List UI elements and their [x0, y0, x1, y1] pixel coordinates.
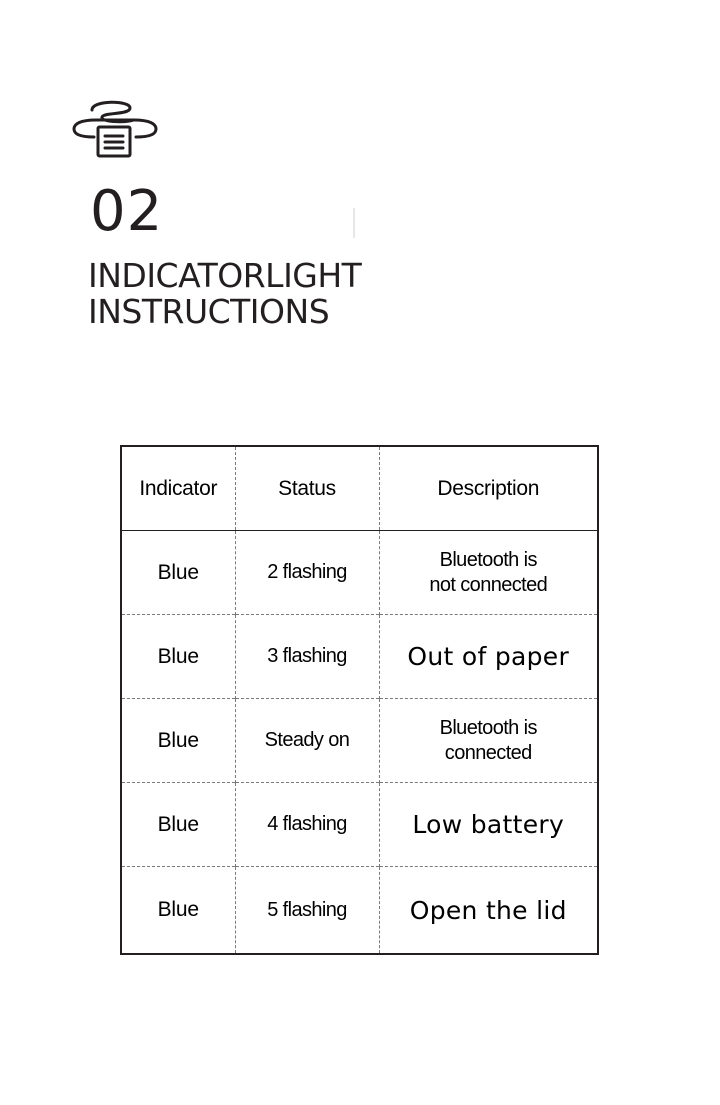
- description-cell: Low battery: [379, 783, 598, 867]
- description-cell: [379, 699, 598, 783]
- printer-icon: [70, 92, 160, 160]
- column-header-description: Description: [379, 446, 598, 531]
- indicator-table: [120, 445, 599, 955]
- table-row: [121, 867, 598, 955]
- table-row: [121, 615, 598, 699]
- indicator-cell: Blue: [121, 867, 235, 955]
- table-header-row: [121, 446, 598, 531]
- status-cell: Steady on: [235, 699, 379, 783]
- description-cell: Open the lid: [379, 867, 598, 955]
- table-row: [121, 699, 598, 783]
- description-line: Bluetooth is: [439, 716, 537, 739]
- status-cell: 3 flashing: [235, 615, 379, 699]
- status-cell: 5 flashing: [235, 867, 379, 955]
- section-title-line-2: INSTRUCTIONS: [88, 292, 330, 331]
- section-title-line-1: INDICATORLIGHT: [88, 256, 362, 295]
- section-number: 02: [90, 179, 164, 244]
- description-cell: Out of paper: [379, 615, 598, 699]
- description-line: connected: [444, 741, 532, 764]
- description-line: Bluetooth is: [439, 548, 537, 571]
- indicator-cell: Blue: [121, 531, 235, 615]
- table-row: [121, 783, 598, 867]
- description-line: not connected: [429, 573, 548, 596]
- indicator-cell: Blue: [121, 783, 235, 867]
- column-header-indicator: Indicator: [139, 476, 218, 500]
- table-row: [121, 531, 598, 615]
- divider-mark: [353, 208, 355, 238]
- status-cell: 4 flashing: [235, 783, 379, 867]
- indicator-cell: Blue: [121, 615, 235, 699]
- section-title: [88, 258, 361, 330]
- status-cell: 2 flashing: [235, 531, 379, 615]
- column-header-status: Status: [235, 446, 379, 531]
- indicator-cell: Blue: [121, 699, 235, 783]
- description-cell: [379, 531, 598, 615]
